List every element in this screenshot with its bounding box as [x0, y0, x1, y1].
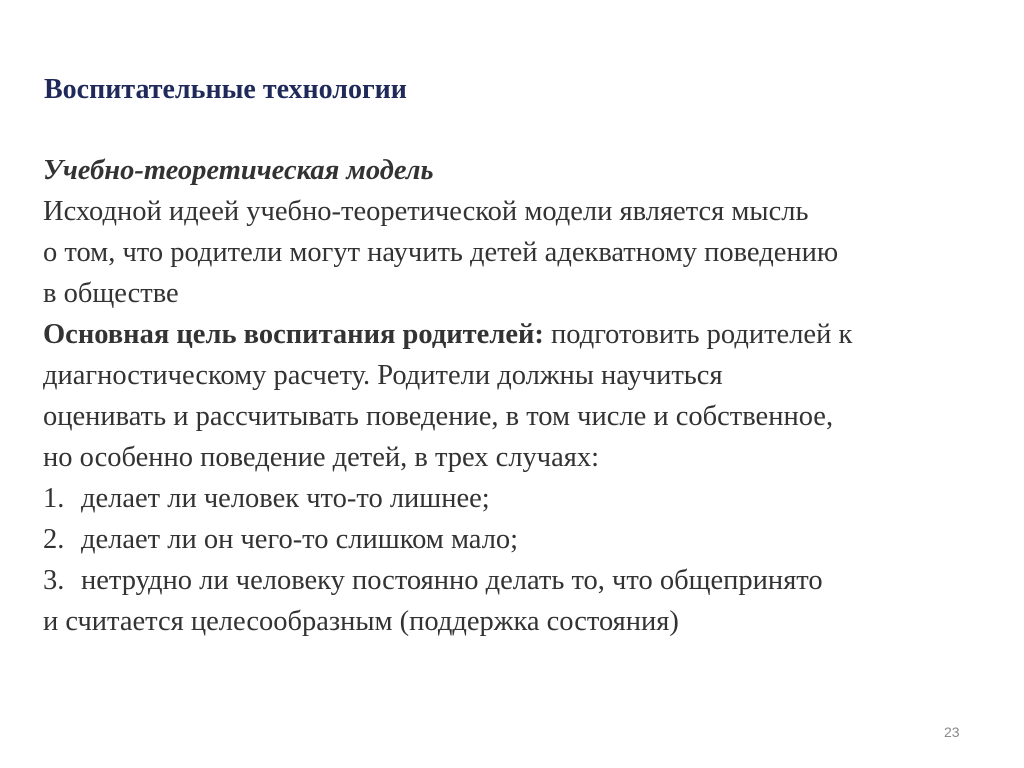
case-item [43, 560, 1018, 601]
case-text: нетрудно ли человеку постоянно делать то, что общепринято [81, 565, 823, 596]
goal-paragraph [43, 314, 1018, 355]
slide-body [43, 150, 1018, 642]
goal-line: диагностическому расчету. Родители должны научиться [43, 360, 723, 391]
case-item [43, 519, 1018, 560]
case-text: делает ли человек что-то лишнее; [81, 483, 490, 514]
intro-line: в обществе [43, 278, 179, 309]
closing-line: и считается целесообразным (поддержка состояния) [43, 606, 679, 637]
case-number: 2. [43, 524, 65, 555]
intro-line: о том, что родители могут научить детей адекватному поведению [43, 237, 839, 268]
intro-line: Исходной идеей учебно-теоретической модели является мысль [43, 196, 809, 227]
goal-label: Основная цель воспитания родителей: [43, 319, 544, 350]
case-number: 1. [43, 483, 65, 514]
case-text: делает ли он чего-то слишком мало; [81, 524, 519, 555]
goal-line: но особенно поведение детей, в трех случаях: [43, 442, 600, 473]
model-subtitle: Учебно-теоретическая модель [43, 155, 434, 186]
goal-line: оценивать и рассчитывать поведение, в том числе и собственное, [43, 401, 834, 432]
case-item [43, 478, 1018, 519]
page-number: 23 [944, 724, 960, 740]
case-number: 3. [43, 565, 65, 596]
slide-title: Воспитательные технологии [44, 74, 407, 105]
goal-text: подготовить родителей к [543, 319, 853, 350]
